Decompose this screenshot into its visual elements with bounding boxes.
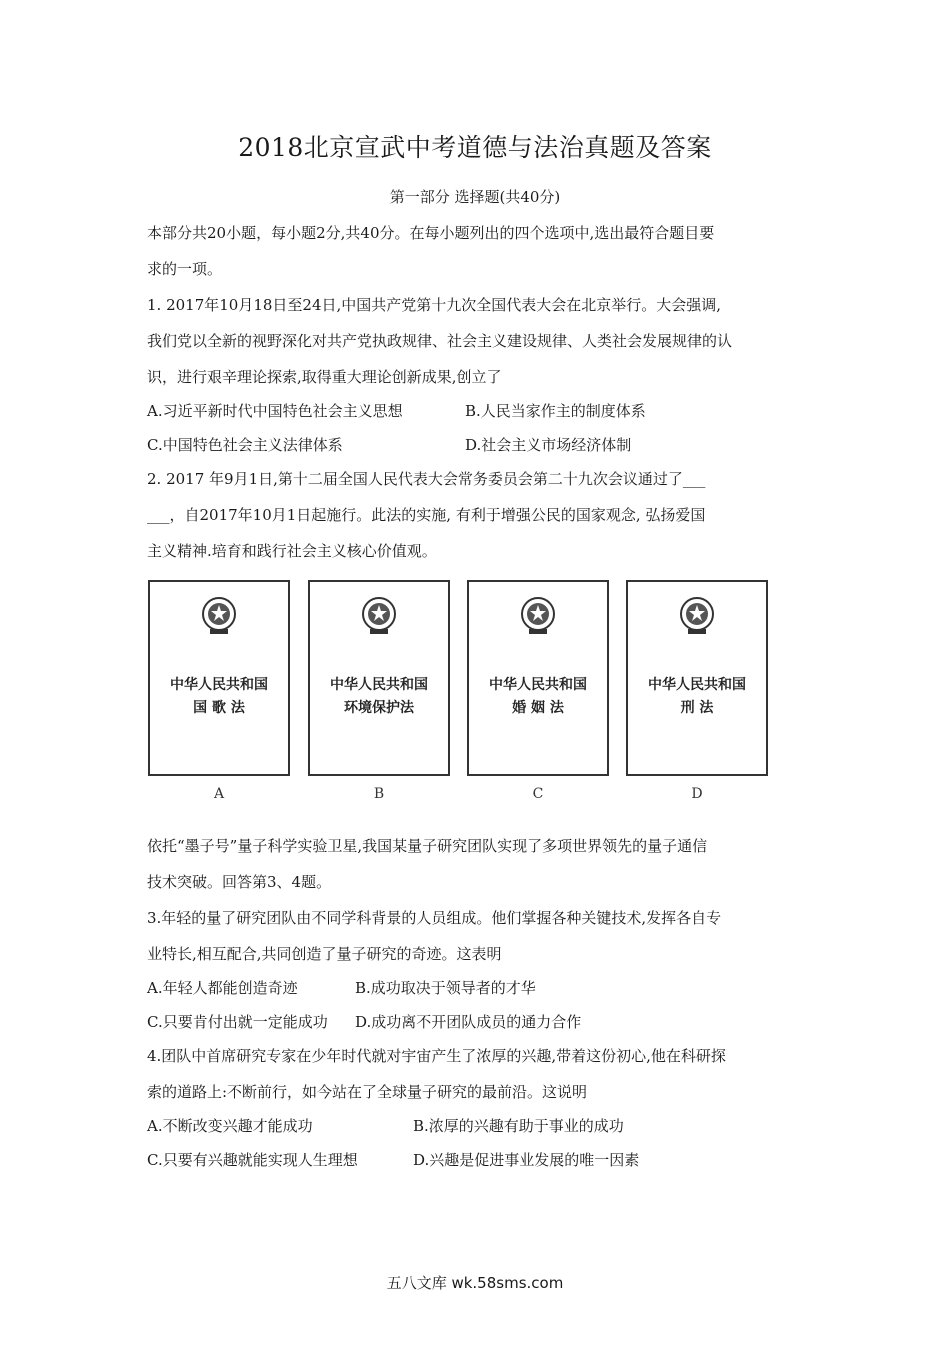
q3-stem-line: 3.年轻的量了研究团队由不同学科背景的人员组成。他们掌握各种关键技术,发挥各自专	[147, 909, 722, 927]
q3-option-c: C.只要肯付出就一定能成功	[147, 1013, 328, 1031]
q2-stem-line: 2. 2017 年9月1日,第十二届全国人民代表大会常务委员会第二十九次会议通过了___	[147, 470, 706, 488]
book-letter-b: B	[373, 786, 385, 802]
book-title-line1: 中华人民共和国	[330, 677, 428, 693]
book-title-line1: 中华人民共和国	[648, 677, 746, 693]
national-emblem-icon	[201, 596, 237, 636]
footer-watermark: 五八文库 wk.58sms.com	[386, 1274, 564, 1292]
q4-option-c: C.只要有兴趣就能实现人生理想	[147, 1151, 358, 1169]
intro-line: 求的一项。	[147, 260, 223, 278]
q3-option-b: B.成功取决于领导者的才华	[355, 979, 536, 997]
q1-stem-line: 我们党以全新的视野深化对共产党执政规律、社会主义建设规律、人类社会发展规律的认	[147, 332, 733, 350]
q3-stem-line: 业特长,相互配合,共同创造了量子研究的奇迹。这表明	[147, 945, 502, 963]
national-emblem-icon	[361, 596, 397, 636]
book-title-line2: 刑 法	[680, 700, 714, 716]
book-title-line1: 中华人民共和国	[170, 677, 268, 693]
q1-option-a: A.习近平新时代中国特色社会主义思想	[147, 402, 403, 420]
q2-stem-line: 主义精神.培育和践行社会主义核心价值观。	[147, 542, 437, 560]
context-line: 依托“墨子号”量子科学实验卫星,我国某量子研究团队实现了多项世界领先的量子通信	[147, 837, 708, 855]
q1-option-d: D.社会主义市场经济体制	[465, 436, 632, 454]
book-title-line2: 国 歌 法	[193, 700, 245, 716]
q1-stem-line: 识，进行艰辛理论探索,取得重大理论创新成果,创立了	[147, 368, 502, 386]
context-line: 技术突破。回答第3、4题。	[147, 873, 332, 891]
q2-book-options	[148, 580, 808, 810]
section-heading: 第一部分 选择题(共40分)	[389, 188, 561, 206]
book-title-line1: 中华人民共和国	[489, 677, 587, 693]
intro-line: 本部分共20小题，每小题2分,共40分。在每小题列出的四个选项中,选出最符合题目要	[147, 224, 715, 242]
national-emblem-icon	[679, 596, 715, 636]
book-letter-a: A	[213, 786, 225, 802]
q4-stem-line: 4.团队中首席研究专家在少年时代就对宇宙产生了浓厚的兴趣,带着这份初心,他在科研探	[147, 1047, 726, 1065]
q1-option-b: B.人民当家作主的制度体系	[465, 402, 646, 420]
q4-option-b: B.浓厚的兴趣有助于事业的成功	[413, 1117, 624, 1135]
q3-option-d: D.成功离不开团队成员的通力合作	[355, 1013, 582, 1031]
book-cover-b	[308, 580, 450, 776]
q1-option-c: C.中国特色社会主义法律体系	[147, 436, 343, 454]
book-cover-a	[148, 580, 290, 776]
book-cover-c	[467, 580, 609, 776]
q3-option-a: A.年轻人都能创造奇迹	[147, 979, 298, 997]
national-emblem-icon	[520, 596, 556, 636]
book-letter-d: D	[691, 786, 703, 802]
document-title: 2018北京宣武中考道德与法治真题及答案	[238, 133, 712, 162]
book-letter-c: C	[532, 786, 544, 802]
q4-option-d: D.兴趣是促进事业发展的唯一因素	[413, 1151, 640, 1169]
q2-stem-line: ___，自2017年10月1日起施行。此法的实施, 有利于增强公民的国家观念, 弘扬爱国	[147, 506, 706, 524]
q4-option-a: A.不断改变兴趣才能成功	[147, 1117, 313, 1135]
book-title-line2: 婚 姻 法	[512, 700, 564, 716]
q1-stem-line: 1. 2017年10月18日至24日,中国共产党第十九次全国代表大会在北京举行。大会强调,	[147, 296, 722, 314]
book-title-line2: 环境保护法	[344, 700, 414, 716]
q4-stem-line: 索的道路上:不断前行，如今站在了全球量子研究的最前沿。这说明	[147, 1083, 588, 1101]
book-cover-d	[626, 580, 768, 776]
